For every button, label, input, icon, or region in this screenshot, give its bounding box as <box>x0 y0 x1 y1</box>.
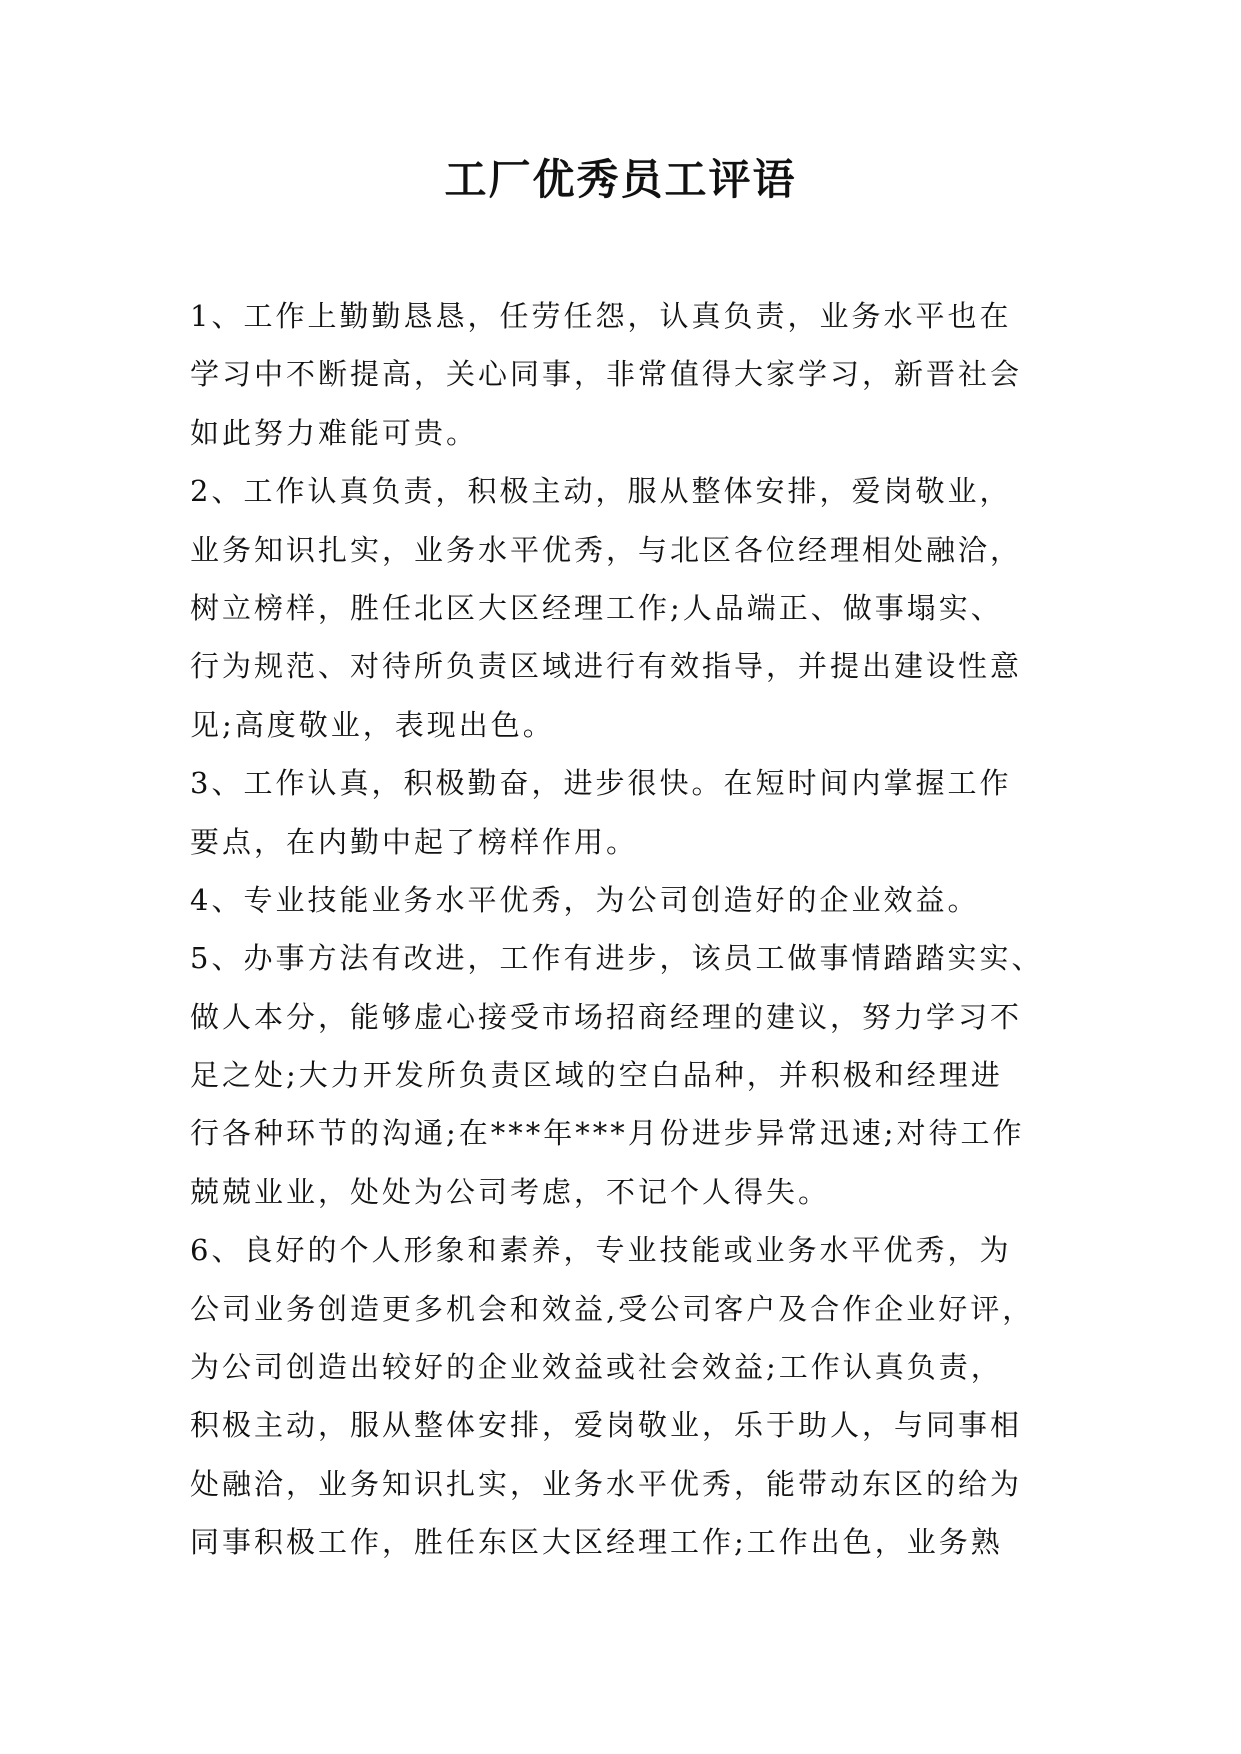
text-line: 处融洽，业务知识扎实，业务水平优秀，能带动东区的给为 <box>190 1466 1023 1501</box>
text-line: 做人本分，能够虚心接受市场招商经理的建议，努力学习不 <box>190 999 1023 1034</box>
text-line: 行各种环节的沟通;在***年***月份进步异常迅速;对待工作 <box>190 1116 1025 1151</box>
text-line: 见;高度敬业，表现出色。 <box>190 707 555 742</box>
text-line: 6、良好的个人形象和素养，专业技能或业务水平优秀，为 <box>190 1233 1012 1268</box>
text-line: 3、工作认真，积极勤奋，进步很快。在短时间内掌握工作 <box>190 766 1012 801</box>
text-line: 5、办事方法有改进，工作有进步，该员工做事情踏踏实实、 <box>190 941 1044 976</box>
text-line: 积极主动，服从整体安排，爱岗敬业，乐于助人，与同事相 <box>190 1408 1023 1443</box>
text-line: 兢兢业业，处处为公司考虑，不记个人得失。 <box>190 1174 831 1209</box>
text-line: 公司业务创造更多机会和效益,受公司客户及合作企业好评， <box>190 1291 1035 1326</box>
text-line: 2、工作认真负责，积极主动，服从整体安排，爱岗敬业， <box>190 474 1012 509</box>
text-line: 树立榜样，胜任北区大区经理工作;人品端正、做事塌实、 <box>190 590 1003 625</box>
text-line: 4、专业技能业务水平优秀，为公司创造好的企业效益。 <box>190 882 980 917</box>
text-line: 要点，在内勤中起了榜样作用。 <box>190 824 639 859</box>
document-title: 工厂优秀员工评语 <box>444 155 797 204</box>
text-line: 同事积极工作，胜任东区大区经理工作;工作出色，业务熟 <box>190 1525 1003 1560</box>
document-body <box>190 287 1070 1572</box>
text-line: 为公司创造出较好的企业效益或社会效益;工作认真负责， <box>190 1350 1003 1385</box>
text-line: 业务知识扎实，业务水平优秀，与北区各位经理相处融洽， <box>190 532 1023 567</box>
text-line: 行为规范、对待所负责区域进行有效指导，并提出建设性意 <box>190 649 1023 684</box>
text-line: 学习中不断提高，关心同事，非常值得大家学习，新晋社会 <box>190 357 1023 392</box>
text-line: 如此努力难能可贵。 <box>190 415 479 450</box>
text-line: 1、工作上勤勤恳恳，任劳任怨，认真负责，业务水平也在 <box>190 299 1012 333</box>
text-line: 足之处;大力开发所负责区域的空白品种，并积极和经理进 <box>190 1058 1003 1093</box>
